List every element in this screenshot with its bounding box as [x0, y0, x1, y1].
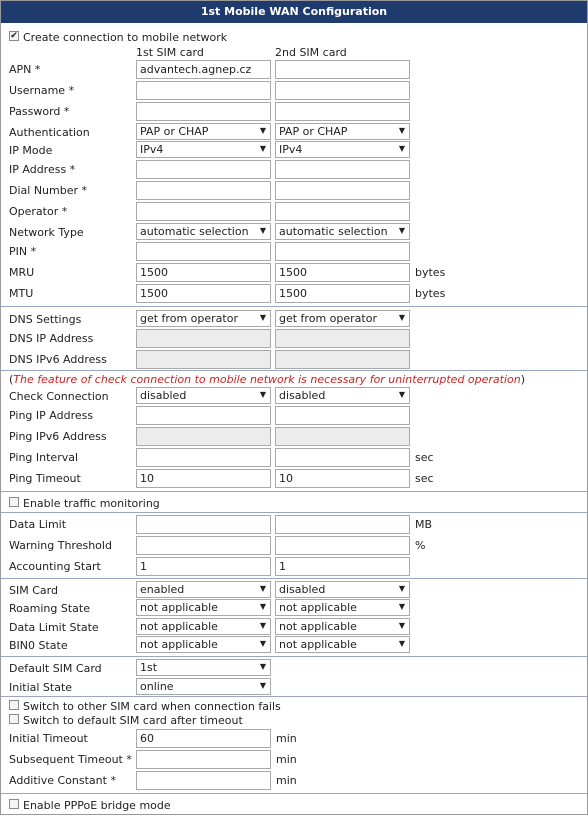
ping-ip-input-sim2[interactable] — [275, 406, 410, 425]
sim-card-value-sim1: enabled — [140, 583, 185, 596]
bin0-state-label: BIN0 State — [9, 639, 68, 652]
warning-threshold-input-sim2[interactable] — [275, 536, 410, 555]
create-connection-checkbox[interactable]: ✔ — [10, 31, 18, 41]
pin-input-sim1[interactable] — [136, 242, 271, 261]
chevron-down-icon: ▼ — [398, 639, 405, 648]
initial-state-row — [1, 678, 587, 698]
ip-address-input-sim1[interactable] — [136, 160, 271, 179]
bin0-state-select-sim1[interactable] — [136, 636, 271, 653]
username-row — [1, 81, 587, 101]
ping-interval-row — [1, 448, 587, 468]
network-type-value-sim1: automatic selection — [140, 225, 249, 238]
switch-default-label: Switch to default SIM card after timeout — [23, 714, 243, 727]
mtu-unit: bytes — [415, 287, 446, 300]
chevron-down-icon: ▼ — [259, 602, 266, 611]
note-close-paren: ) — [520, 373, 526, 386]
username-input-sim2[interactable] — [275, 81, 410, 100]
mtu-input-sim2[interactable]: 1500 — [275, 284, 410, 303]
pppoe-bridge-label: Enable PPPoE bridge mode — [23, 799, 171, 812]
warning-threshold-unit: % — [415, 539, 426, 552]
roaming-state-label: Roaming State — [9, 602, 90, 615]
create-connection-label: Create connection to mobile network — [23, 31, 228, 44]
ping-interval-label: Ping Interval — [9, 451, 79, 464]
additive-constant-input[interactable] — [136, 771, 271, 790]
data-limit-state-row — [1, 618, 587, 638]
check-connection-select-sim2[interactable] — [275, 387, 410, 404]
section-divider — [1, 578, 587, 579]
accounting-start-input-sim2[interactable]: 1 — [275, 557, 410, 576]
password-input-sim1[interactable] — [136, 102, 271, 121]
ip-mode-value-sim2: IPv4 — [279, 143, 303, 156]
section-divider — [1, 512, 587, 513]
operator-row — [1, 202, 587, 222]
note-text — [9, 373, 525, 386]
dial-number-label: Dial Number * — [9, 184, 88, 197]
dns-settings-row — [1, 310, 587, 330]
chevron-down-icon: ▼ — [259, 226, 266, 235]
subsequent-timeout-unit: min — [276, 753, 297, 766]
data-limit-unit: MB — [415, 518, 433, 531]
password-label: Password * — [9, 105, 70, 118]
network-type-label: Network Type — [9, 226, 84, 239]
ip-address-input-sim2[interactable] — [275, 160, 410, 179]
chevron-down-icon: ▼ — [259, 639, 266, 648]
sim-card-select-sim1[interactable] — [136, 581, 271, 598]
roaming-state-value-sim1: not applicable — [140, 601, 218, 614]
subsequent-timeout-label: Subsequent Timeout * — [9, 753, 132, 766]
traffic-monitoring-checkbox[interactable] — [9, 497, 19, 507]
data-limit-input-sim1[interactable] — [136, 515, 271, 534]
default-sim-row — [1, 659, 587, 679]
roaming-state-value-sim2: not applicable — [279, 601, 357, 614]
check-connection-select-sim1[interactable] — [136, 387, 271, 404]
authentication-label: Authentication — [9, 126, 90, 139]
authentication-select-sim1[interactable] — [136, 123, 271, 140]
mru-unit: bytes — [415, 266, 446, 279]
chevron-down-icon: ▼ — [259, 390, 266, 399]
traffic-monitoring-row — [1, 494, 587, 514]
ping-ipv6-label: Ping IPv6 Address — [9, 430, 107, 443]
mru-label: MRU — [9, 266, 35, 279]
bin0-state-select-sim2[interactable] — [275, 636, 410, 653]
accounting-start-input-sim1[interactable]: 1 — [136, 557, 271, 576]
dns-ip-row — [1, 329, 587, 349]
mtu-row — [1, 284, 587, 304]
apn-row — [1, 60, 587, 80]
sim-card-value-sim2: disabled — [279, 583, 326, 596]
apn-input-sim1[interactable]: advantech.agnep.cz — [136, 60, 271, 79]
authentication-row — [1, 123, 587, 143]
initial-state-label: Initial State — [9, 681, 73, 694]
dial-number-input-sim2[interactable] — [275, 181, 410, 200]
network-type-select-sim1[interactable] — [136, 223, 271, 240]
chevron-down-icon: ▼ — [259, 144, 266, 153]
bin0-state-row — [1, 636, 587, 656]
dial-number-row — [1, 181, 587, 201]
note-open-paren: ( — [9, 373, 14, 386]
data-limit-label: Data Limit — [9, 518, 67, 531]
roaming-state-select-sim1[interactable] — [136, 599, 271, 616]
section-divider — [1, 306, 587, 307]
username-label: Username * — [9, 84, 75, 97]
default-sim-value: 1st — [140, 661, 158, 674]
ping-interval-input-sim1[interactable] — [136, 448, 271, 467]
authentication-value-sim1: PAP or CHAP — [140, 125, 209, 138]
chevron-down-icon: ▼ — [398, 126, 405, 135]
mtu-label: MTU — [9, 287, 34, 300]
initial-state-value: online — [140, 680, 174, 693]
ip-mode-row — [1, 141, 587, 161]
switch-sim-label: Switch to other SIM card when connection fails — [23, 700, 281, 713]
additive-constant-label: Additive Constant * — [9, 774, 116, 787]
ping-timeout-input-sim1[interactable]: 10 — [136, 469, 271, 488]
subsequent-timeout-row — [1, 750, 587, 770]
initial-timeout-row — [1, 729, 587, 749]
note-warning: The feature of check connection to mobile network is necessary for uninterrupted operation — [13, 373, 521, 386]
password-row — [1, 102, 587, 122]
dns-ipv6-input-sim2[interactable] — [275, 350, 410, 369]
ip-mode-value-sim1: IPv4 — [140, 143, 164, 156]
switch-default-row — [1, 711, 587, 731]
additive-constant-row — [1, 771, 587, 791]
col1-header: 1st SIM card — [136, 46, 204, 59]
authentication-value-sim2: PAP or CHAP — [279, 125, 348, 138]
data-limit-input-sim2[interactable] — [275, 515, 410, 534]
authentication-select-sim2[interactable] — [275, 123, 410, 140]
dns-settings-value-sim1: get from operator — [140, 312, 238, 325]
ping-ipv6-input-sim2[interactable] — [275, 427, 410, 446]
chevron-down-icon: ▼ — [398, 313, 405, 322]
chevron-down-icon: ▼ — [398, 621, 405, 630]
ping-timeout-label: Ping Timeout — [9, 472, 81, 485]
accounting-start-label: Accounting Start — [9, 560, 101, 573]
ip-mode-select-sim1[interactable] — [136, 141, 271, 158]
mru-input-sim1[interactable]: 1500 — [136, 263, 271, 282]
check-connection-label: Check Connection — [9, 390, 109, 403]
section-divider — [1, 491, 587, 492]
network-type-select-sim2[interactable] — [275, 223, 410, 240]
ip-mode-label: IP Mode — [9, 144, 53, 157]
chevron-down-icon: ▼ — [259, 621, 266, 630]
ip-address-row — [1, 160, 587, 180]
username-input-sim1[interactable] — [136, 81, 271, 100]
initial-timeout-label: Initial Timeout — [9, 732, 88, 745]
section-divider — [1, 793, 587, 794]
dns-ip-label: DNS IP Address — [9, 332, 94, 345]
switch-sim-checkbox[interactable] — [9, 700, 19, 710]
default-sim-select[interactable] — [136, 659, 271, 676]
data-limit-state-select-sim2[interactable] — [275, 618, 410, 635]
initial-state-select[interactable] — [136, 678, 271, 695]
chevron-down-icon: ▼ — [398, 602, 405, 611]
dns-ipv6-label: DNS IPv6 Address — [9, 353, 107, 366]
dns-settings-label: DNS Settings — [9, 313, 82, 326]
roaming-state-row — [1, 599, 587, 619]
panel-title: 1st Mobile WAN Configuration — [1, 1, 587, 23]
switch-default-checkbox[interactable] — [9, 714, 19, 724]
ping-timeout-unit: sec — [415, 472, 434, 485]
pin-label: PIN * — [9, 245, 37, 258]
check-connection-row — [1, 387, 587, 407]
operator-label: Operator * — [9, 205, 68, 218]
pin-input-sim2[interactable] — [275, 242, 410, 261]
mru-row — [1, 263, 587, 283]
chevron-down-icon: ▼ — [398, 390, 405, 399]
col2-header: 2nd SIM card — [275, 46, 347, 59]
dial-number-input-sim1[interactable] — [136, 181, 271, 200]
sim-card-label: SIM Card — [9, 584, 58, 597]
dns-settings-select-sim2[interactable] — [275, 310, 410, 327]
ping-interval-input-sim2[interactable] — [275, 448, 410, 467]
apn-input-sim2[interactable] — [275, 60, 410, 79]
operator-input-sim2[interactable] — [275, 202, 410, 221]
network-type-row — [1, 223, 587, 243]
data-limit-state-value-sim1: not applicable — [140, 620, 218, 633]
chevron-down-icon: ▼ — [398, 226, 405, 235]
dns-settings-select-sim1[interactable] — [136, 310, 271, 327]
mru-input-sim2[interactable]: 1500 — [275, 263, 410, 282]
warning-threshold-input-sim1[interactable] — [136, 536, 271, 555]
roaming-state-select-sim2[interactable] — [275, 599, 410, 616]
ping-ipv6-input-sim1[interactable] — [136, 427, 271, 446]
data-limit-state-label: Data Limit State — [9, 621, 99, 634]
check-connection-value-sim1: disabled — [140, 389, 187, 402]
warning-threshold-row — [1, 536, 587, 556]
chevron-down-icon: ▼ — [259, 662, 266, 671]
sim-card-row — [1, 581, 587, 601]
dns-ipv6-row — [1, 350, 587, 370]
network-type-value-sim2: automatic selection — [279, 225, 388, 238]
ping-interval-unit: sec — [415, 451, 434, 464]
apn-label: APN * — [9, 63, 41, 76]
data-limit-state-value-sim2: not applicable — [279, 620, 357, 633]
default-sim-label: Default SIM Card — [9, 662, 102, 675]
ping-ip-label: Ping IP Address — [9, 409, 94, 422]
pin-row — [1, 242, 587, 262]
ping-ipv6-row — [1, 427, 587, 447]
section-divider — [1, 656, 587, 657]
operator-input-sim1[interactable] — [136, 202, 271, 221]
data-limit-state-select-sim1[interactable] — [136, 618, 271, 635]
ping-timeout-input-sim2[interactable]: 10 — [275, 469, 410, 488]
ip-address-label: IP Address * — [9, 163, 76, 176]
subsequent-timeout-input[interactable] — [136, 750, 271, 769]
initial-timeout-input[interactable]: 60 — [136, 729, 271, 748]
initial-timeout-unit: min — [276, 732, 297, 745]
ping-timeout-row — [1, 469, 587, 489]
traffic-monitoring-label: Enable traffic monitoring — [23, 497, 160, 510]
chevron-down-icon: ▼ — [398, 144, 405, 153]
ping-ip-row — [1, 406, 587, 426]
pppoe-bridge-row — [1, 796, 587, 816]
bin0-state-value-sim2: not applicable — [279, 638, 357, 651]
password-input-sim2[interactable] — [275, 102, 410, 121]
accounting-start-row — [1, 557, 587, 577]
bin0-state-value-sim1: not applicable — [140, 638, 218, 651]
warning-threshold-label: Warning Threshold — [9, 539, 112, 552]
ip-mode-select-sim2[interactable] — [275, 141, 410, 158]
chevron-down-icon: ▼ — [259, 584, 266, 593]
dns-ip-input-sim2[interactable] — [275, 329, 410, 348]
chevron-down-icon: ▼ — [259, 681, 266, 690]
chevron-down-icon: ▼ — [259, 126, 266, 135]
ping-ip-input-sim1[interactable] — [136, 406, 271, 425]
dns-ip-input-sim1[interactable] — [136, 329, 271, 348]
dns-ipv6-input-sim1[interactable] — [136, 350, 271, 369]
dns-settings-value-sim2: get from operator — [279, 312, 377, 325]
chevron-down-icon: ▼ — [398, 584, 405, 593]
sim-card-select-sim2[interactable] — [275, 581, 410, 598]
additive-constant-unit: min — [276, 774, 297, 787]
pppoe-bridge-checkbox[interactable] — [9, 799, 19, 809]
check-connection-value-sim2: disabled — [279, 389, 326, 402]
mtu-input-sim1[interactable]: 1500 — [136, 284, 271, 303]
data-limit-row — [1, 515, 587, 535]
chevron-down-icon: ▼ — [259, 313, 266, 322]
